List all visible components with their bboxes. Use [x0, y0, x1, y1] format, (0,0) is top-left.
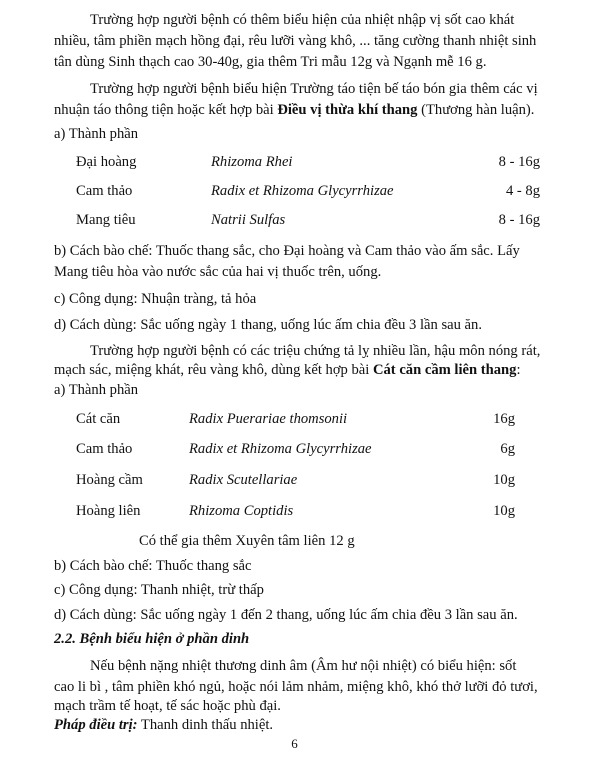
ingredient-row	[0, 411, 589, 431]
section-heading-2-2: 2.2. Bệnh biểu hiện ở phần dinh	[54, 631, 250, 647]
treatment-text: Thanh dinh thấu nhiệt.	[137, 717, 274, 733]
paragraph3-line1: Trường hợp người bệnh có các triệu chứng tả lỵ nhiều lần, hậu môn nóng rát,	[90, 343, 541, 359]
ingredient-row	[0, 154, 589, 174]
ingredient-dose: 8 - 16g	[498, 212, 540, 228]
ingredient-name: Cam thảo	[76, 441, 133, 457]
ingredient-dose: 16g	[493, 411, 515, 427]
page-number: 6	[291, 736, 298, 751]
paragraph3-line2-tail: :	[516, 362, 521, 378]
paragraph4-line2: cao li bì , tâm phiền khó ngủ, hoặc nói lảm nhảm, miệng khô, khó thở lưỡi đỏ tươi,	[54, 679, 538, 695]
paragraph4-line3: mạch trầm tế hoạt, tế sác hoặc phù đại.	[54, 698, 281, 714]
ingredient-latin: Rhizoma Coptidis	[189, 503, 294, 519]
usage-2: c) Công dụng: Thanh nhiệt, trừ thấp	[54, 582, 264, 598]
preparation-line1: b) Cách bào chế: Thuốc thang sắc, cho Đại hoàng và Cam thảo vào ấm sắc. Lấy	[54, 243, 520, 259]
paragraph2-line1: Trường hợp người bệnh biểu hiện Trường táo tiện bế táo bón gia thêm các vị	[90, 81, 538, 97]
composition-heading-2: a) Thành phần	[54, 382, 139, 398]
ingredient-dose: 10g	[493, 472, 515, 488]
remedy-name-cat-can: Cát căn cầm liên thang	[372, 362, 517, 378]
ingredient-name: Mang tiêu	[76, 212, 136, 228]
ingredient-latin: Radix et Rhizoma Glycyrrhizae	[211, 183, 394, 199]
ingredient-latin: Radix Puerariae thomsonii	[189, 411, 348, 427]
dosage-2: d) Cách dùng: Sắc uống ngày 1 đến 2 thang, uống lúc ấm chia đều 3 lần sau ăn.	[54, 607, 518, 623]
ingredient-name: Hoàng cầm	[76, 472, 143, 488]
paragraph4-line1: Nếu bệnh nặng nhiệt thương dinh âm (Âm hư nội nhiệt) có biểu hiện: sốt	[90, 658, 517, 674]
paragraph1-line2: nhiều, tâm phiền mạch hồng đại, rêu lưỡi vàng khô, ... tăng cường thanh nhiệt sinh	[54, 33, 537, 49]
paragraph2-line2-text: nhuận táo thông tiện hoặc kết hợp bài	[54, 102, 278, 118]
paragraph3-line2-text: mạch sác, miệng khát, rêu vàng khô, dùng kết hợp bài	[54, 362, 373, 378]
addition-note: Có thể gia thêm Xuyên tâm liên 12 g	[139, 533, 355, 549]
ingredient-name: Đại hoàng	[76, 154, 137, 170]
remedy-name-dieu-vi: Điều vị thừa khí thang	[277, 102, 418, 118]
ingredient-dose: 4 - 8g	[505, 183, 540, 199]
ingredient-latin: Radix Scutellariae	[189, 472, 298, 488]
ingredient-name: Cát căn	[76, 411, 121, 427]
usage-1: c) Công dụng: Nhuận tràng, tả hỏa	[54, 291, 257, 307]
composition-heading-1: a) Thành phần	[54, 126, 139, 142]
preparation-line2: Mang tiêu hòa vào nước sắc của hai vị thuốc trên, uống.	[54, 264, 382, 280]
paragraph2-line2-tail: (Thương hàn luận).	[417, 102, 535, 118]
ingredient-latin: Radix et Rhizoma Glycyrrhizae	[189, 441, 372, 457]
ingredient-name: Cam thảo	[76, 183, 133, 199]
ingredient-row	[0, 183, 589, 203]
paragraph1-line3: tân dùng Sinh thạch cao 30-40g, gia thêm Tri mẫu 12g và Ngạnh mễ 16 g.	[54, 54, 487, 70]
ingredient-dose: 8 - 16g	[498, 154, 540, 170]
treatment-label: Pháp điều trị:	[54, 717, 138, 733]
ingredient-latin: Rhizoma Rhei	[211, 154, 293, 170]
paragraph1-line1: Trường hợp người bệnh có thêm biểu hiện của nhiệt nhập vị sốt cao khát	[90, 12, 515, 28]
paragraph2-line2	[54, 101, 534, 120]
preparation-2: b) Cách bào chế: Thuốc thang sắc	[54, 558, 252, 574]
ingredient-row	[0, 441, 589, 461]
treatment-line	[54, 716, 273, 735]
paragraph3-line2	[54, 361, 521, 380]
ingredient-latin: Natrii Sulfas	[211, 212, 286, 228]
ingredient-dose: 10g	[493, 503, 515, 519]
dosage-1: d) Cách dùng: Sắc uống ngày 1 thang, uống lúc ấm chia đều 3 lần sau ăn.	[54, 317, 482, 333]
ingredient-row	[0, 503, 589, 523]
ingredient-dose: 6g	[500, 441, 515, 457]
ingredient-name: Hoàng liên	[76, 503, 141, 519]
ingredient-row	[0, 212, 589, 232]
ingredient-row	[0, 472, 589, 492]
